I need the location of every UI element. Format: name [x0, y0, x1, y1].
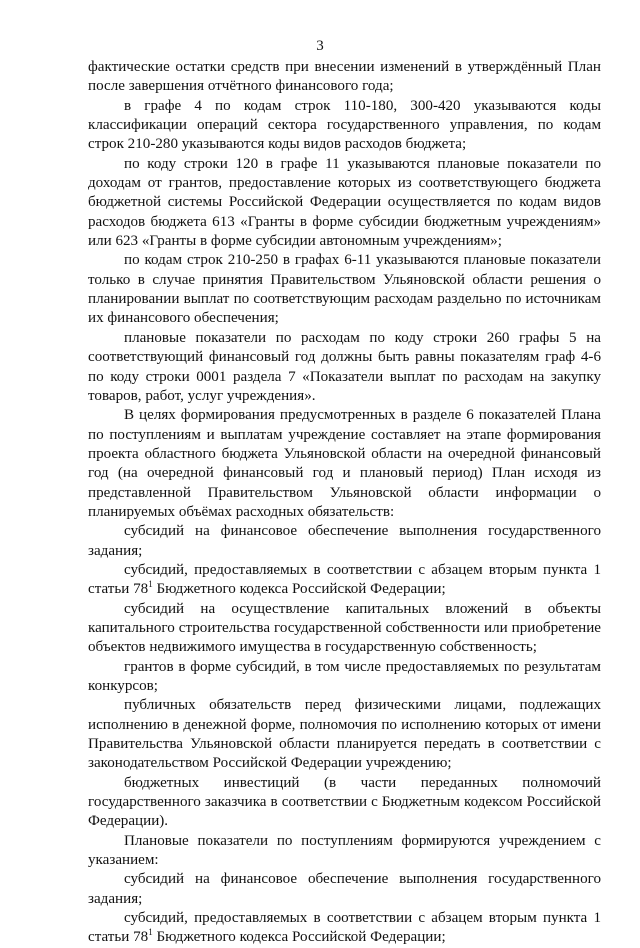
paragraph: бюджетных инвестиций (в части переданных полномочий государственного заказчика в соответствии с Бюджетным кодексом Российской Федерации).: [88, 774, 601, 830]
paragraph: публичных обязательств перед физическими лицами, подлежащих исполнению в денежной форме, полномочия по исполнению которых от имени Правительства Ульяновской области планируется передать в соответствии с законодательством Российской Федерации учреждению;: [88, 697, 601, 772]
paragraph: в графе 4 по кодам строк 110-180, 300-420 указываются коды классификации операций сектора государственного управления, по кодам строк 210-280 указываются коды видов расходов бюджета;: [88, 97, 601, 153]
paragraph: по кодам строк 210-250 в графах 6-11 указываются плановые показатели только в случае принятия Правительством Ульяновской области решения о планировании выплат по соответствующим расходам раздельно по источникам их финансового обеспечения;: [88, 252, 601, 327]
paragraph: В целях формирования предусмотренных в разделе 6 показателей Плана по поступлениям и выплатам учреждение составляет на этапе формирования проекта областного бюджета Ульяновской области на очередной финансовый год (на очередной финансовый год и плановый период) План исходя из представленной Правительством Ульяновской области информации о планируемых объёмах расходных обязательств:: [88, 407, 601, 520]
paragraph: субсидий на осуществление капитальных вложений в объекты капитального строительства государственной собственности или приобретение объектов недвижимого имущества в государственную собственность;: [88, 600, 601, 656]
page-number: 3: [316, 38, 324, 54]
paragraph: по коду строки 120 в графе 11 указываются плановые показатели по доходам от грантов, предоставление которых из соответствующего бюджета бюджетной системы Российской Федерации осуществляется по кодам видов расходов бюджета 613 «Гранты в форме субсидии бюджетным учреждениям» или 623 «Гранты в форме субсидии автономным учреждениям»;: [88, 155, 601, 250]
document-body: [88, 58, 601, 948]
paragraph: субсидий на финансовое обеспечение выполнения государственного задания;: [88, 523, 601, 559]
paragraph: плановые показатели по расходам по коду строки 260 графы 5 на соответствующий финансовый год должны быть равны показателям граф 4-6 по коду строки 0001 раздела 7 «Показатели выплат по расходам на закупку товаров, работ, услуг учреждения».: [88, 329, 601, 404]
paragraph: фактические остатки средств при внесении изменений в утверждённый План после завершения отчётного финансового года;: [88, 59, 601, 95]
paragraph: субсидий на финансовое обеспечение выполнения государственного задания;: [88, 871, 601, 907]
paragraph: субсидий, предоставляемых в соответствии с абзацем вторым пункта 1 статьи $78^1$ Бюджетного кодекса Российской Федерации;: [88, 910, 601, 946]
paragraph: грантов в форме субсидий, в том числе предоставляемых по результатам конкурсов;: [88, 658, 601, 694]
paragraph: Плановые показатели по поступлениям формируются учреждением с указанием:: [88, 832, 601, 869]
paragraph: субсидий, предоставляемых в соответствии с абзацем вторым пункта 1 статьи $78^1$ Бюджетного кодекса Российской Федерации;: [88, 561, 601, 598]
